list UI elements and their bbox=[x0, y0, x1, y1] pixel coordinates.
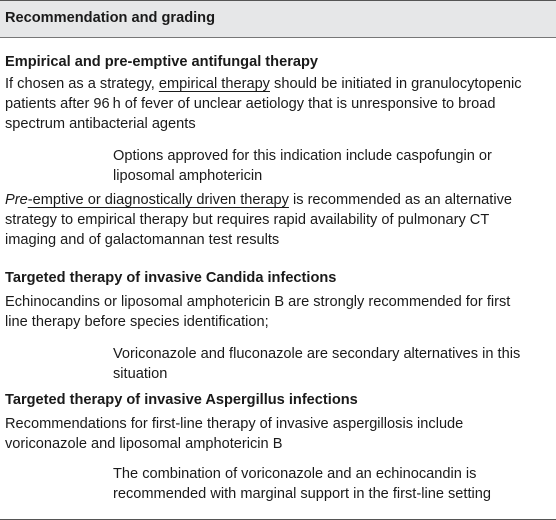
section-title: Targeted therapy of invasive Candida infections bbox=[5, 270, 337, 286]
italic-term: Pre bbox=[5, 192, 28, 208]
text-run: If chosen as a strategy, bbox=[5, 76, 159, 92]
section-paragraph: Recommendations for first-line therapy of invasive aspergillosis include voriconazole and liposomal amphotericin B bbox=[5, 416, 464, 452]
header-label: Recommendation and grading bbox=[5, 10, 216, 26]
underlined-term: empirical therapy bbox=[158, 76, 270, 92]
section-paragraph bbox=[5, 190, 535, 250]
section-paragraph: Echinocandins or liposomal amphotericin B are strongly recommended for first line therapy before species identification; bbox=[5, 294, 511, 330]
section-aspergillus bbox=[0, 390, 556, 504]
section-paragraph bbox=[5, 74, 525, 134]
text-run: is recommended as an alternative strategy to empirical therapy but requires rapid availability of pulmonary CT imaging and of galactomannan test results bbox=[5, 192, 512, 248]
indented-note: Voriconazole and fluconazole are secondary alternatives in this situation bbox=[113, 346, 521, 382]
table-header bbox=[0, 0, 556, 38]
text-run: should be initiated in granulocytopenic patients after 96 h of fever of unclear aetiology that is unresponsive to broad spectrum antibacterial agents bbox=[5, 76, 522, 132]
section-title: Targeted therapy of invasive Aspergillus infections bbox=[5, 392, 358, 408]
section-title: Empirical and pre-emptive antifungal therapy bbox=[5, 54, 319, 70]
section-candida bbox=[0, 268, 556, 384]
indented-note: The combination of voriconazole and an echinocandin is recommended with marginal support in the first-line setting bbox=[113, 466, 491, 502]
underlined-term: -emptive or diagnostically driven therapy bbox=[27, 192, 289, 208]
section-empirical-therapy bbox=[0, 52, 556, 250]
indented-note: Options approved for this indication include caspofungin or liposomal amphotericin bbox=[113, 148, 492, 184]
